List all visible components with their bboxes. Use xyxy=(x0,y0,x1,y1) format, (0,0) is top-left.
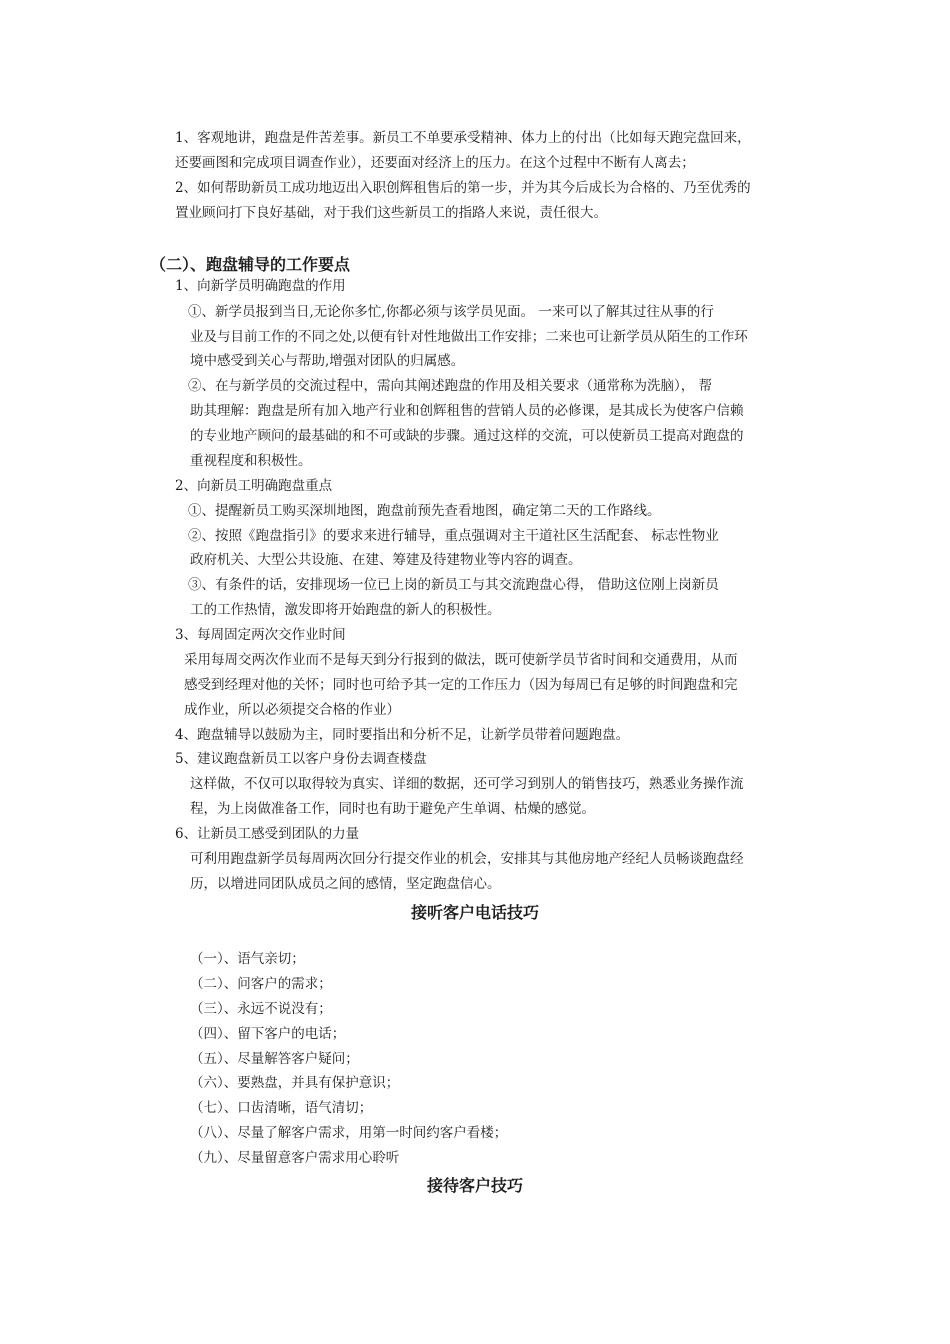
phone-skill-item: （五）、尽量解答客户疑问； xyxy=(190,1051,359,1067)
point-1-sub-2-line-3: 的专业地产顾问的最基础的和不可或缺的步骤。通过这样的交流，可以使新员工提高对跑盘的 xyxy=(190,428,744,444)
reception-skills-title: 接待客户技巧 xyxy=(426,1176,523,1195)
phone-skill-item: （四）、留下客户的电话； xyxy=(190,1026,346,1042)
point-6-title: 6、让新员工感受到团队的力量 xyxy=(175,826,360,842)
point-1-sub-1-line-1: ①、新学员报到当日,无论你多忙,你都必须与该学员见面。 一来可以了解其过往从事的行 xyxy=(188,304,714,320)
point-2-sub-2-line-2: 政府机关、大型公共设施、在建、筹建及待建物业等内容的调查。 xyxy=(190,552,582,568)
point-6-para-line-1: 可利用跑盘新学员每周两次回分行提交作业的机会，安排其与其他房地产经纪人员畅谈跑盘经 xyxy=(190,851,744,867)
point-3-title: 3、每周固定两次交作业时间 xyxy=(175,627,346,643)
point-1-sub-1-line-3: 境中感受到关心与帮助,增强对团队的归属感。 xyxy=(190,353,465,369)
phone-skill-item: （七）、口齿清晰，语气清切； xyxy=(190,1100,373,1116)
point-2-title: 2、向新员工明确跑盘重点 xyxy=(175,478,333,494)
point-5-para-line-2: 程，为上岗做准备工作，同时也有助于避免产生单调、枯燥的感觉。 xyxy=(190,801,595,817)
point-6-para-line-2: 历，以增进同团队成员之间的感情，坚定跑盘信心。 xyxy=(190,876,501,892)
intro-item-1-line-1: 1、客观地讲，跑盘是件苦差事。新员工不单要承受精神、体力上的付出（比如每天跑完盘回来， xyxy=(175,130,751,146)
point-2-sub-1-line-1: ①、提醒新员工购买深圳地图，跑盘前预先查看地图，确定第二天的工作路线。 xyxy=(188,503,661,519)
point-3-para-line-2: 感受到经理对他的关怀；同时也可给予其一定的工作压力（因为每周已有足够的时间跑盘和完 xyxy=(184,677,738,693)
point-2-sub-3-line-1: ③、有条件的话，安排现场一位已上岗的新员工与其交流跑盘心得， 借助这位刚上岗新员 xyxy=(188,577,719,593)
point-5-para-line-1: 这样做，不仅可以取得较为真实、详细的数据，还可学习到别人的销售技巧，熟悉业务操作流 xyxy=(190,776,744,792)
phone-skill-item: （八）、尽量了解客户需求，用第一时间约客户看楼； xyxy=(190,1125,508,1141)
point-1-title: 1、向新学员明确跑盘的作用 xyxy=(175,278,346,294)
phone-skill-item: （九）、尽量留意客户需求用心聆听 xyxy=(190,1150,400,1166)
intro-item-2-line-1: 2、如何帮助新员工成功地迈出入职创辉租售后的第一步，并为其今后成长为合格的、乃至优秀的 xyxy=(175,180,751,196)
phone-skill-item: （二）、问客户的需求； xyxy=(190,976,332,992)
point-3-para-line-1: 采用每周交两次作业而不是每天到分行报到的做法，既可使新学员节省时间和交通费用，从而 xyxy=(184,652,738,668)
intro-item-2-line-2: 置业顾问打下良好基础，对于我们这些新员工的指路人来说，责任很大。 xyxy=(175,205,607,221)
point-2-sub-3-line-2: 工的工作热情，激发即将开始跑盘的新人的积极性。 xyxy=(190,602,501,618)
point-1-sub-1-line-2: 业及与目前工作的不同之处,以便有针对性地做出工作安排；二来也可让新学员从陌生的工作环 xyxy=(190,329,748,345)
point-1-sub-2-line-1: ②、在与新学员的交流过程中，需向其阐述跑盘的作用及相关要求（通常称为洗脑）， 帮 xyxy=(188,378,713,394)
point-3-para-line-3: 成作业，所以必须提交合格的作业） xyxy=(184,702,400,718)
point-5-title: 5、建议跑盘新员工以客户身份去调查楼盘 xyxy=(175,751,427,767)
phone-skill-item: （一）、语气亲切； xyxy=(190,951,305,967)
point-2-sub-2-line-1: ②、按照《跑盘指引》的要求来进行辅导，重点强调对主干道社区生活配套、 标志性物业 xyxy=(188,528,719,544)
point-1-sub-2-line-2: 助其理解：跑盘是所有加入地产行业和创辉租售的营销人员的必修课，是其成长为使客户信赖 xyxy=(190,403,744,419)
phone-skills-title: 接听客户电话技巧 xyxy=(410,903,539,922)
point-4-title: 4、跑盘辅导以鼓励为主，同时要指出和分析不足，让新学员带着问题跑盘。 xyxy=(175,727,630,743)
point-1-sub-2-line-4: 重视程度和积极性。 xyxy=(190,453,312,469)
phone-skill-item: （六）、要熟盘，并具有保护意识； xyxy=(190,1075,400,1091)
phone-skill-item: （三）、永远不说没有； xyxy=(190,1001,332,1017)
intro-item-1-line-2: 还要画图和完成项目调查作业），还要面对经济上的压力。在这个过程中不断有人离去； xyxy=(175,155,695,171)
section-heading: （二）、跑盘辅导的工作要点 xyxy=(150,255,351,274)
